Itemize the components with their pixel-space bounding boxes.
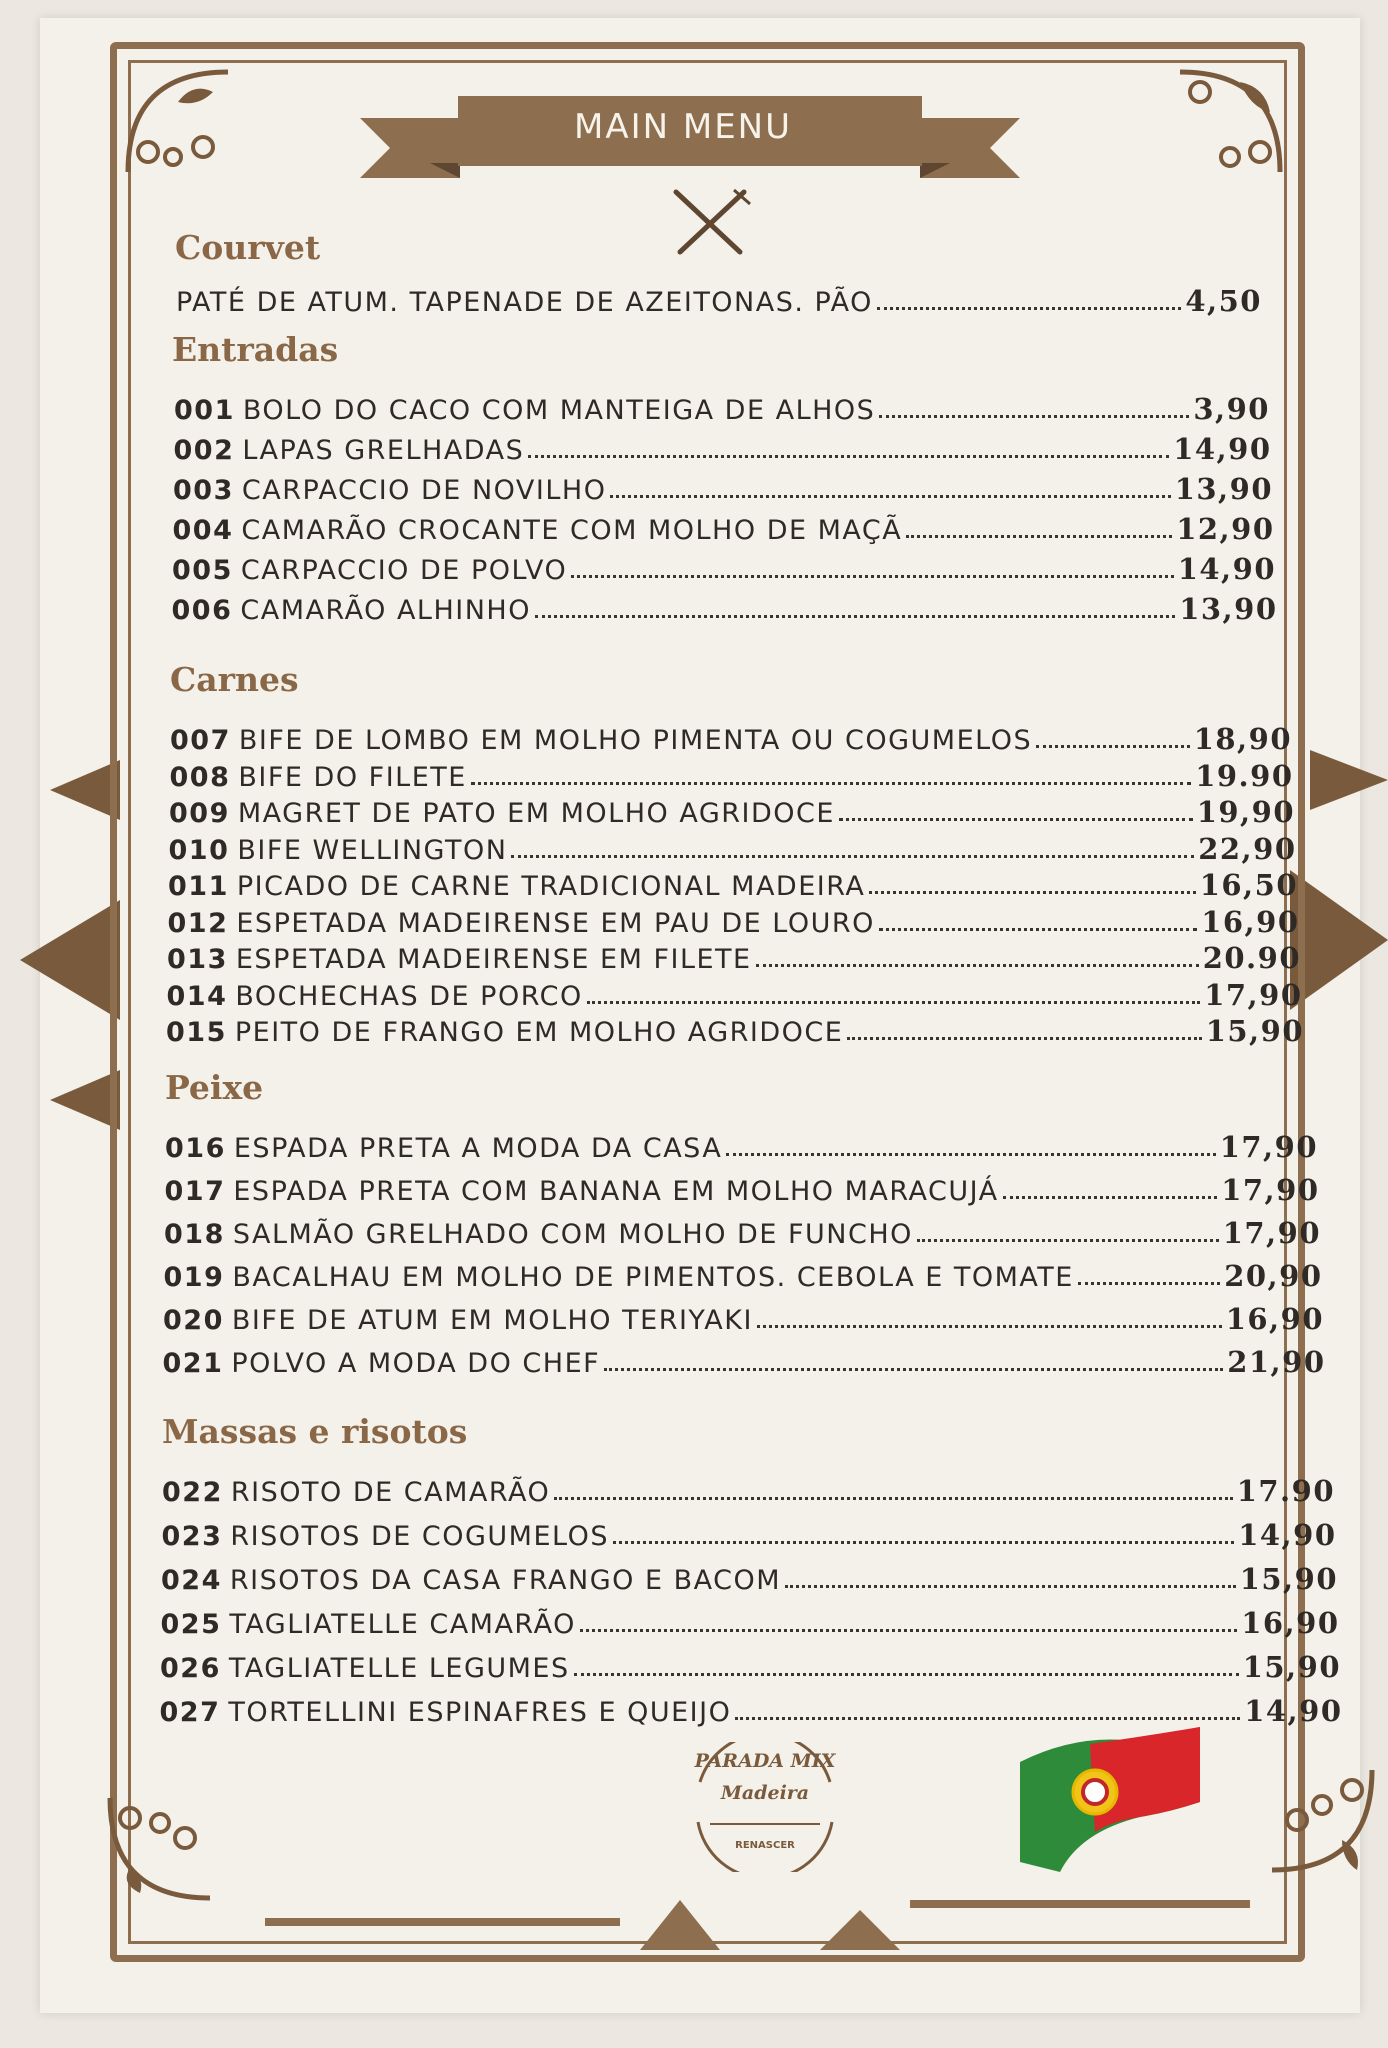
- menu-item-price: 16,90: [1225, 1302, 1324, 1336]
- dot-leader: [906, 535, 1172, 538]
- menu-item-price: 15,90: [1242, 1650, 1341, 1684]
- menu-item-price: 4,50: [1185, 284, 1262, 318]
- menu-item-row: [164, 1259, 1323, 1293]
- menu-item-name: LAPAS GRELHADAS: [242, 435, 525, 466]
- dot-leader: [757, 1325, 1222, 1328]
- menu-item-name: RISOTOS DA CASA FRANGO E BACOM: [229, 1565, 782, 1596]
- menu-item-price: 14,90: [1238, 1518, 1337, 1552]
- menu-item-row: [163, 1345, 1326, 1379]
- dot-leader: [1078, 1282, 1220, 1285]
- menu-item-row: [161, 1606, 1340, 1640]
- menu-item-code: 018: [164, 1219, 225, 1250]
- menu-item-name: RISOTOS DE COGUMELOS: [230, 1521, 610, 1552]
- menu-item-price: 17,90: [1219, 1130, 1318, 1164]
- section-title: Courvet: [175, 228, 321, 267]
- section-title: Entradas: [172, 330, 339, 369]
- menu-item-code: 025: [160, 1609, 222, 1640]
- menu-item-price: 20,90: [1224, 1259, 1323, 1293]
- menu-item-name: PEITO DE FRANGO EM MOLHO AGRIDOCE: [234, 1017, 844, 1048]
- menu-item-price: 13,90: [1179, 592, 1278, 626]
- portugal-flag-icon: [1020, 1722, 1200, 1872]
- menu-item-code: 005: [172, 555, 233, 586]
- menu-item-code: 007: [170, 725, 231, 756]
- menu-item-row: [167, 941, 1301, 975]
- menu-item-name: ESPETADA MADEIRENSE EM PAU DE LOURO: [236, 907, 875, 939]
- dot-leader: [917, 1239, 1219, 1242]
- dot-leader: [756, 964, 1199, 967]
- menu-item-price: 3,90: [1193, 392, 1270, 426]
- menu-item-price: 17,90: [1222, 1216, 1321, 1250]
- menu-item-row: [160, 1650, 1341, 1684]
- menu-item-row: [163, 1302, 1324, 1336]
- dot-leader: [571, 575, 1173, 578]
- logo-tagline: RENASCER: [735, 1840, 795, 1851]
- menu-item-row: [165, 1173, 1320, 1207]
- bottom-triangles-decoration: [620, 1880, 940, 1960]
- menu-item-code: 016: [165, 1133, 226, 1164]
- menu-item-price: 16,90: [1241, 1606, 1340, 1640]
- menu-item-code: 011: [168, 871, 229, 902]
- menu-item-name: BOCHECHAS DE PORCO: [235, 980, 583, 1012]
- dot-leader: [511, 855, 1194, 858]
- menu-item-code: 022: [162, 1477, 223, 1508]
- menu-item-name: BACALHAU EM MOLHO DE PIMENTOS. CEBOLA E TOMATE: [232, 1262, 1074, 1293]
- menu-item-row: [174, 392, 1270, 426]
- dot-leader: [1036, 745, 1190, 748]
- page-title: MAIN MENU: [574, 107, 792, 147]
- menu-item-name: PICADO DE CARNE TRADICIONAL MADEIRA: [236, 871, 866, 902]
- menu-item-row: [162, 1474, 1335, 1508]
- menu-item-code: 012: [167, 907, 229, 939]
- menu-item-name: ESPETADA MADEIRENSE EM FILETE: [235, 944, 752, 975]
- menu-item-code: 001: [174, 395, 235, 426]
- menu-item-row: [167, 978, 1303, 1012]
- dot-leader: [735, 1717, 1240, 1720]
- dot-leader: [574, 1673, 1239, 1676]
- menu-item-code: 023: [161, 1521, 223, 1552]
- menu-item-code: 008: [169, 761, 231, 793]
- dot-leader: [869, 891, 1195, 894]
- menu-item-price: 19,90: [1196, 795, 1295, 829]
- menu-item-code: 027: [159, 1697, 221, 1728]
- menu-item-price: 17.90: [1236, 1474, 1335, 1508]
- menu-item-row: [168, 868, 1298, 902]
- bottom-bar-right: [910, 1900, 1250, 1908]
- menu-item-name: SALMÃO GRELHADO COM MOLHO DE FUNCHO: [232, 1219, 913, 1250]
- section-title: Carnes: [170, 660, 299, 699]
- menu-item-code: 014: [166, 980, 228, 1012]
- menu-item-code: 024: [161, 1565, 222, 1596]
- menu-item-row: [164, 1216, 1321, 1250]
- menu-item-price: 17,90: [1204, 977, 1303, 1012]
- dot-leader: [726, 1153, 1215, 1156]
- menu-item-name: PATÉ DE ATUM. TAPENADE DE AZEITONAS. PÃO: [176, 287, 873, 318]
- menu-item-name: CAMARÃO ALHINHO: [240, 595, 531, 626]
- menu-item-code: 015: [166, 1017, 227, 1048]
- dot-leader: [879, 928, 1197, 931]
- menu-item-row: [172, 592, 1278, 626]
- bottom-bar-left: [265, 1918, 620, 1926]
- dot-leader: [879, 415, 1189, 418]
- menu-item-row: [173, 512, 1275, 546]
- menu-item-name: TAGLIATELLE CAMARÃO: [229, 1609, 576, 1640]
- menu-item-name: MAGRET DE PATO EM MOLHO AGRIDOCE: [237, 798, 835, 829]
- menu-item-row: [170, 722, 1292, 756]
- menu-item-name: RISOTO DE CAMARÃO: [230, 1477, 551, 1508]
- dot-leader: [1003, 1196, 1218, 1199]
- menu-item-row: [168, 905, 1300, 939]
- corner-ornament-icon: [1170, 62, 1290, 182]
- menu-item-price: 14,90: [1173, 432, 1272, 466]
- menu-item-row: [166, 1014, 1304, 1048]
- menu-item-price: 17,90: [1221, 1173, 1320, 1207]
- menu-item-name: TORTELLINI ESPINAFRES E QUEIJO: [228, 1697, 732, 1728]
- menu-item-price: 14,90: [1244, 1694, 1343, 1728]
- dot-leader: [535, 615, 1175, 618]
- corner-ornament-icon: [100, 1788, 220, 1908]
- menu-item-code: 013: [167, 944, 228, 975]
- logo-name: PARADA MIX: [694, 1750, 836, 1772]
- section-title: Peixe: [165, 1068, 264, 1107]
- menu-item-row: [162, 1518, 1337, 1552]
- cutlery-icon: [668, 188, 752, 256]
- dot-leader: [785, 1585, 1236, 1588]
- menu-item-code: 003: [173, 475, 234, 506]
- menu-item-price: 15,90: [1239, 1562, 1338, 1596]
- menu-item-code: 004: [172, 515, 234, 546]
- menu-item-price: 16,50: [1199, 868, 1298, 902]
- menu-item-row: [169, 795, 1295, 829]
- menu-item-name: BIFE DE LOMBO EM MOLHO PIMENTA OU COGUMELOS: [238, 725, 1033, 756]
- dot-leader: [554, 1497, 1232, 1500]
- dot-leader: [610, 495, 1170, 498]
- corner-ornament-icon: [118, 62, 238, 182]
- menu-item-name: CAMARÃO CROCANTE COM MOLHO DE MAÇÃ: [241, 515, 903, 546]
- menu-item-row: [170, 759, 1294, 793]
- menu-item-code: 009: [169, 798, 230, 829]
- menu-item-name: ESPADA PRETA COM BANANA EM MOLHO MARACUJÁ: [233, 1176, 999, 1207]
- menu-item-row: [174, 432, 1272, 466]
- menu-item-name: BIFE WELLINGTON: [237, 834, 508, 866]
- menu-item-price: 13,90: [1174, 472, 1273, 506]
- menu-item-row: [169, 832, 1297, 866]
- menu-item-price: 18,90: [1193, 722, 1292, 756]
- dot-leader: [587, 1001, 1200, 1004]
- logo-place: Madeira: [720, 1782, 810, 1804]
- menu-item-name: ESPADA PRETA A MODA DA CASA: [233, 1133, 723, 1164]
- menu-item-code: 002: [173, 435, 235, 466]
- menu-item-price: 22,90: [1198, 831, 1297, 866]
- menu-item-name: TAGLIATELLE LEGUMES: [228, 1653, 570, 1684]
- menu-item-row: [172, 552, 1276, 586]
- menu-item-row: [161, 1562, 1338, 1596]
- menu-item-name: CARPACCIO DE NOVILHO: [241, 475, 607, 506]
- dot-leader: [471, 782, 1191, 785]
- menu-item-price: 15,90: [1205, 1014, 1304, 1048]
- menu-item-row: [176, 284, 1262, 318]
- menu-item-name: CARPACCIO DE POLVO: [240, 555, 568, 586]
- menu-item-code: 006: [171, 595, 233, 626]
- menu-item-code: 017: [164, 1176, 226, 1207]
- dot-leader: [580, 1629, 1237, 1632]
- menu-item-code: 026: [160, 1653, 221, 1684]
- menu-item-code: 021: [162, 1348, 224, 1379]
- menu-item-price: 12,90: [1176, 512, 1275, 546]
- menu-item-code: 019: [163, 1262, 225, 1293]
- corner-ornament-icon: [1262, 1760, 1382, 1880]
- menu-item-name: BIFE DO FILETE: [238, 761, 467, 793]
- menu-item-price: 19.90: [1195, 758, 1294, 793]
- menu-item-price: 16,90: [1201, 904, 1300, 939]
- dot-leader: [528, 455, 1169, 458]
- menu-item-price: 21,90: [1227, 1345, 1326, 1379]
- menu-item-name: BIFE DE ATUM EM MOLHO TERIYAKI: [231, 1305, 753, 1336]
- menu-item-name: BOLO DO CACO COM MANTEIGA DE ALHOS: [242, 395, 876, 426]
- menu-item-price: 14,90: [1177, 552, 1276, 586]
- menu-item-row: [173, 472, 1273, 506]
- dot-leader: [877, 307, 1182, 310]
- menu-item-code: 010: [168, 834, 230, 866]
- menu-item-price: 20.90: [1202, 941, 1301, 975]
- menu-item-row: [165, 1130, 1318, 1164]
- dot-leader: [613, 1541, 1234, 1544]
- menu-item-code: 020: [163, 1305, 224, 1336]
- section-title: Massas e risotos: [162, 1412, 468, 1451]
- dot-leader: [839, 818, 1193, 821]
- dot-leader: [847, 1037, 1201, 1040]
- menu-item-name: POLVO A MODA DO CHEF: [231, 1348, 601, 1379]
- dot-leader: [604, 1368, 1223, 1371]
